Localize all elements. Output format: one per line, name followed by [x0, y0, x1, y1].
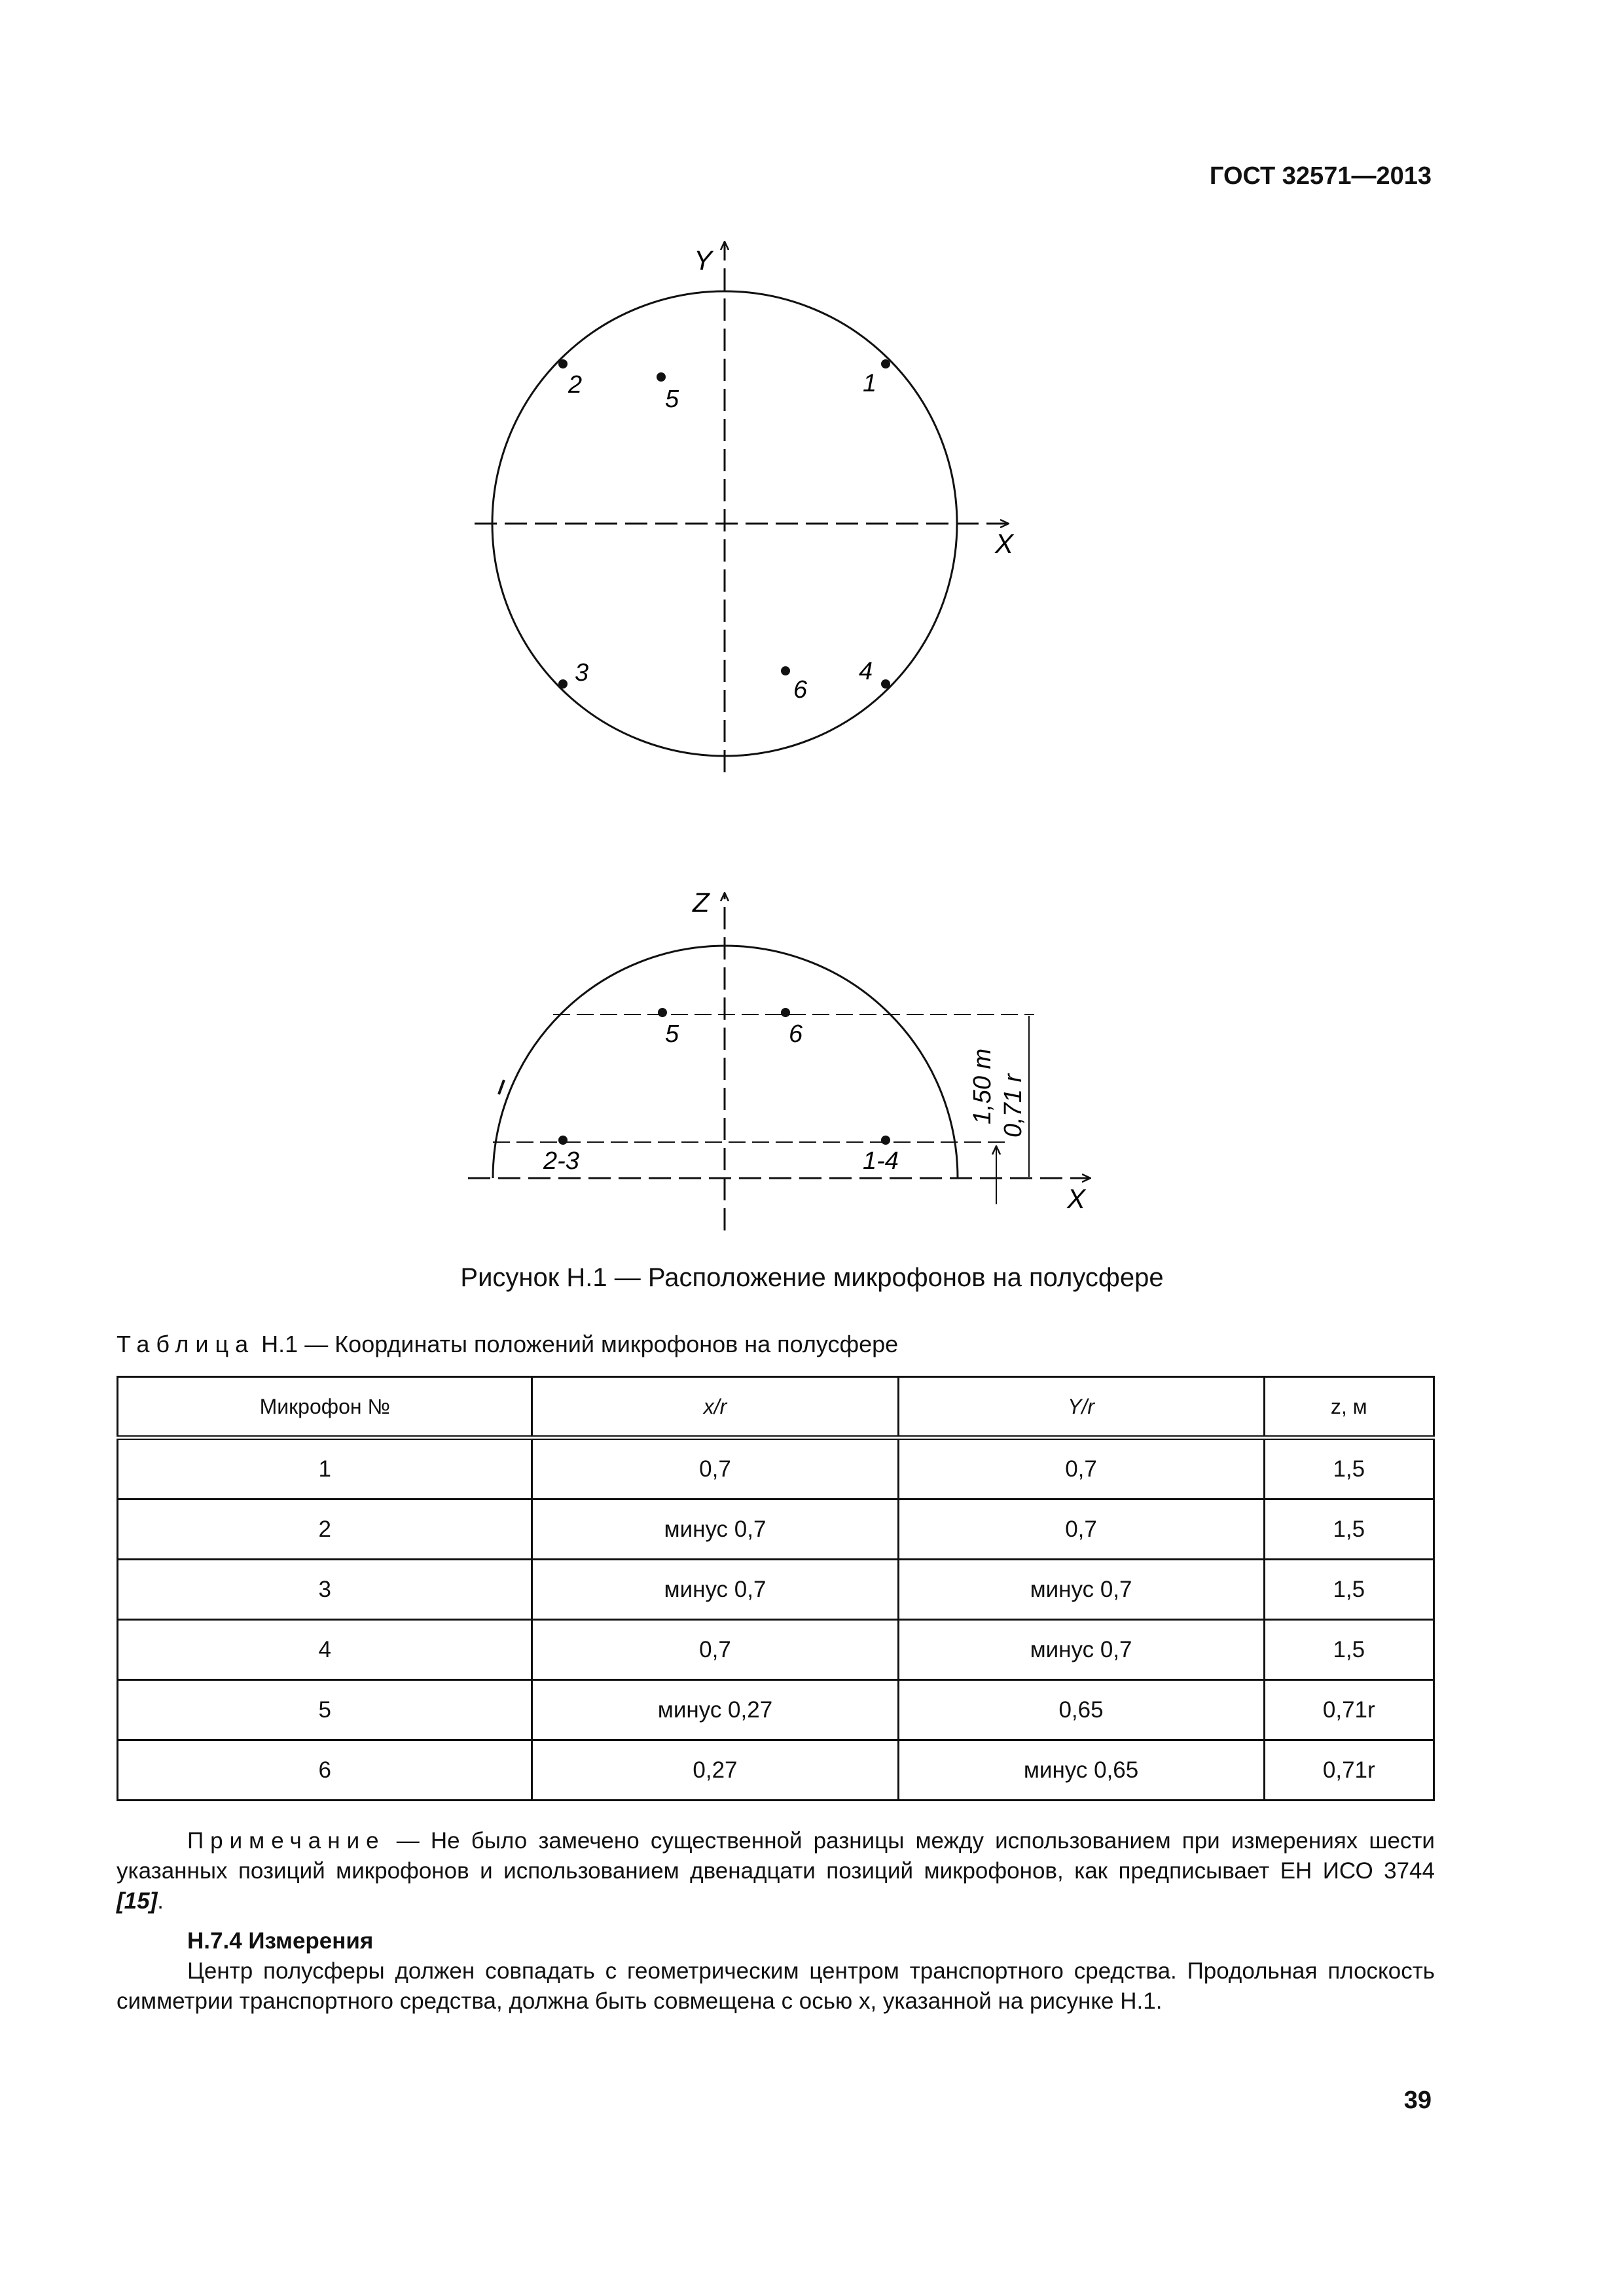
standard-header: ГОСТ 32571—2013	[1209, 162, 1432, 190]
note-text: — Не было замечено существенной разницы между использованием при измерениях шести указанных позиций микрофонов и использованием двенадцати позиций микрофонов, как предписывает ЕН ИСО 3744	[117, 1828, 1435, 1884]
dim-071r-label: 0,71 r	[1000, 1073, 1027, 1138]
radius-tick	[499, 1080, 504, 1094]
cell-x: 0,27	[532, 1740, 898, 1801]
table-row	[118, 1438, 1434, 1499]
header-x: x/r	[532, 1377, 898, 1438]
cell-y: минус 0,7	[898, 1620, 1264, 1680]
header-z: z, м	[1264, 1377, 1434, 1438]
mic-point-2	[558, 359, 568, 368]
side-view	[468, 887, 1090, 1230]
cell-x: минус 0,7	[532, 1560, 898, 1620]
table-row	[118, 1620, 1434, 1680]
side-point-6	[781, 1008, 790, 1017]
table-label: Таблица	[117, 1331, 255, 1357]
cell-x: 0,7	[532, 1620, 898, 1680]
side-label-1-4: 1-4	[863, 1147, 899, 1175]
section-heading: Н.7.4 Измерения	[187, 1928, 374, 1954]
mic-label-5: 5	[665, 386, 679, 413]
page-number: 39	[1403, 2087, 1432, 2114]
cell-mic: 5	[118, 1680, 532, 1740]
cell-z: 0,71r	[1264, 1680, 1434, 1740]
note-label: Примечание	[187, 1828, 386, 1854]
cell-y: 0,7	[898, 1438, 1264, 1499]
note-block	[117, 1826, 1435, 1916]
cell-y: минус 0,7	[898, 1560, 1264, 1620]
table-row	[118, 1680, 1434, 1740]
cell-mic: 3	[118, 1560, 532, 1620]
cell-mic: 1	[118, 1438, 532, 1499]
measurements-section	[117, 1926, 1435, 2017]
z-axis-label: Z	[693, 887, 710, 918]
side-label-6: 6	[789, 1020, 803, 1048]
side-x-axis-label: X	[1067, 1183, 1086, 1214]
mic-point-1	[881, 359, 890, 368]
table-row	[118, 1740, 1434, 1801]
cell-mic: 4	[118, 1620, 532, 1680]
header-y: Y/r	[898, 1377, 1264, 1438]
mic-label-6: 6	[793, 676, 808, 704]
mic-label-3: 3	[575, 659, 589, 687]
side-point-1-4	[881, 1136, 890, 1145]
top-view	[475, 242, 1015, 772]
dim-150m-label: 1,50 m	[969, 1048, 996, 1124]
figure-caption: Рисунок Н.1 — Расположение микрофонов на полусфере	[460, 1263, 1164, 1292]
table-header-row	[118, 1377, 1434, 1438]
note-end: .	[157, 1888, 164, 1914]
side-point-5	[658, 1008, 667, 1017]
cell-z: 0,71r	[1264, 1740, 1434, 1801]
mic-point-5	[657, 372, 666, 382]
mic-label-1: 1	[863, 370, 877, 397]
cell-z: 1,5	[1264, 1499, 1434, 1560]
side-label-5: 5	[665, 1020, 679, 1048]
mic-label-2: 2	[568, 371, 583, 399]
cell-x: минус 0,27	[532, 1680, 898, 1740]
side-label-2-3: 2-3	[543, 1147, 579, 1175]
header-mic: Микрофон №	[118, 1377, 532, 1438]
mic-point-3	[558, 679, 568, 689]
table-row	[118, 1560, 1434, 1620]
cell-x: 0,7	[532, 1438, 898, 1499]
cell-z: 1,5	[1264, 1438, 1434, 1499]
section-text: Центр полусферы должен совпадать с геометрическим центром транспортного средства. Продольная плоскость симметрии транспортного средства, должна быть совмещена с осью х, указанной на рисунке Н.1.	[117, 1958, 1435, 2014]
cell-mic: 6	[118, 1740, 532, 1801]
table-row	[118, 1499, 1434, 1560]
coordinates-table	[117, 1376, 1435, 1801]
cell-y: 0,7	[898, 1499, 1264, 1560]
cell-z: 1,5	[1264, 1620, 1434, 1680]
table-title: Н.1 — Координаты положений микрофонов на полусфере	[261, 1331, 899, 1357]
mic-point-4	[881, 679, 890, 689]
x-axis-label: X	[995, 528, 1014, 559]
mic-label-4: 4	[859, 658, 873, 685]
cell-z: 1,5	[1264, 1560, 1434, 1620]
cell-y: 0,65	[898, 1680, 1264, 1740]
cell-x: минус 0,7	[532, 1499, 898, 1560]
mic-point-6	[781, 666, 790, 675]
y-axis-label: Y	[694, 245, 713, 276]
cell-mic: 2	[118, 1499, 532, 1560]
note-reference: [15]	[117, 1888, 158, 1914]
table-caption	[117, 1331, 898, 1358]
cell-y: минус 0,65	[898, 1740, 1264, 1801]
side-point-2-3	[558, 1136, 568, 1145]
